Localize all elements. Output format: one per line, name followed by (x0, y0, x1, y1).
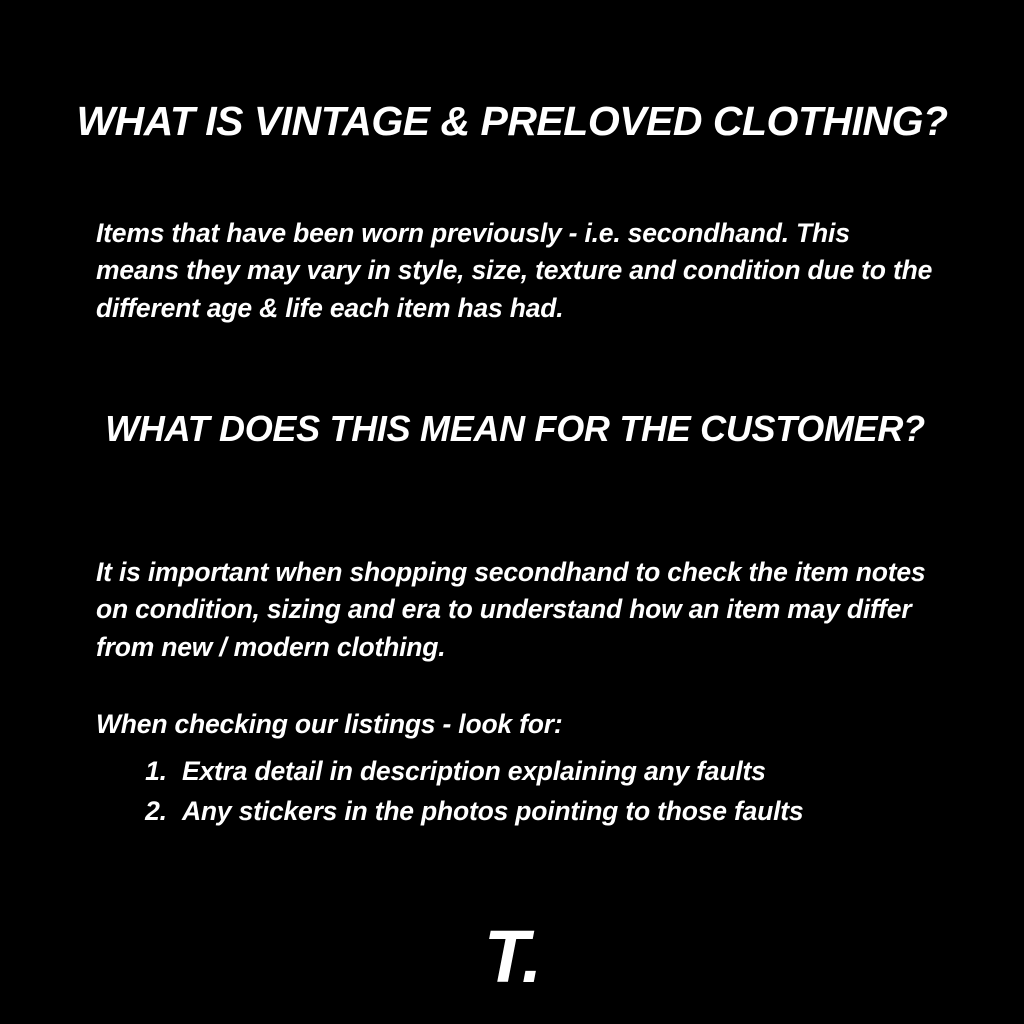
listings-lead-in-text: When checking our listings - look for: (96, 708, 563, 739)
customer-guidance-paragraph: It is important when shopping secondhand to check the item notes on condition, sizing and era to understand how an item may differ from new / modern clothing. (96, 556, 926, 662)
list-item: 1. Extra detail in description explaining any faults (174, 752, 1024, 790)
checklist (120, 752, 1024, 833)
section-heading-customer: WHAT DOES THIS MEAN FOR THE CUSTOMER? (105, 407, 925, 449)
list-item: 2. Any stickers in the photos pointing to those faults (174, 792, 1024, 830)
definition-paragraph: Items that have been worn previously - i.e. secondhand. This means they may vary in style, size, texture and condition due to the different age & life each item has had. (96, 217, 933, 323)
logo-wordmark: T. (483, 915, 541, 998)
brand-logo (0, 915, 1024, 998)
page-title: WHAT IS VINTAGE & PRELOVED CLOTHING? (76, 98, 948, 145)
